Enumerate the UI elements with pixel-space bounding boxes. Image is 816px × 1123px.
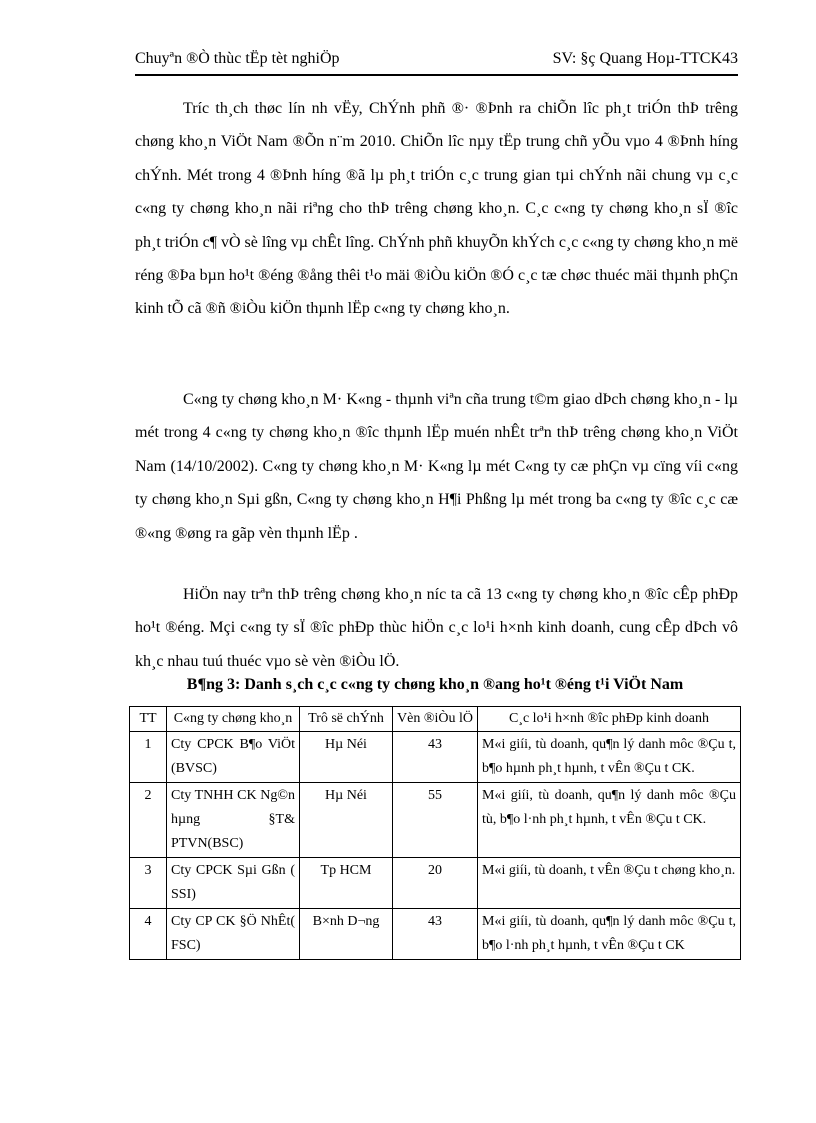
cell-capital: 55 [393, 783, 478, 858]
cell-company: Cty TNHH CK Ng©n hµng §T& PTVN(BSC) [167, 783, 300, 858]
cell-tt: 1 [130, 732, 167, 783]
student-name: SV: §ç Quang Hoµ-TTCK43 [552, 50, 738, 67]
cell-capital: 20 [393, 858, 478, 909]
securities-companies-table [129, 706, 741, 960]
page-header [135, 48, 738, 76]
paragraph: Tríc th¸ch thøc lín nh vËy, ChÝnh phñ ®· ®Þnh ra chiÕn lîc ph¸t triÓn thÞ trêng chøng kho¸n ViÖt Nam ®Õn n¨m 2010. ChiÕn lîc nµy tËp trung chñ yÕu vµo 4 ®Þnh híng chÝnh. Mét trong 4 ®Þnh híng ®ã lµ ph¸t triÓn c¸c trung gian tµi chÝnh nãi chung vµ c¸c c«ng ty chøng kho¸n nãi riªng cho thÞ trêng chøng kho¸n. C¸c c«ng ty chøng kho¸n sÏ ®îc ph¸t triÓn c¶ vÒ sè lîng vµ chÊt lîng. ChÝnh phñ khuyÕn khÝch c¸c c«ng ty chøng kho¸n më réng ®Þa bµn ho¹t ®éng ®ång thêi t¹o mäi ®iÒu kiÖn ®Ó c¸c tæ chøc thuéc mäi thµnh phÇn kinh tÕ cã ®ñ ®iÒu kiÖn thµnh lËp c«ng ty chøng kho¸n. [135, 100, 738, 318]
cell-headquarters: Hµ Néi [300, 732, 393, 783]
body-paragraph-2 [135, 383, 738, 550]
cell-tt: 3 [130, 858, 167, 909]
table-caption: B¶ng 3: Danh s¸ch c¸c c«ng ty chøng kho¸n ®ang ho¹t ®éng t¹i ViÖt Nam [186, 676, 684, 693]
cell-company: Cty CP CK §Ö NhÊt( FSC) [167, 909, 300, 960]
cell-headquarters: Tp HCM [300, 858, 393, 909]
col-header-capital: Vèn ®iÒu lÖ [393, 707, 478, 732]
cell-capital: 43 [393, 909, 478, 960]
cell-tt: 2 [130, 783, 167, 858]
body-paragraph-1 [135, 92, 738, 326]
table-row [130, 783, 741, 858]
col-header-company: C«ng ty chøng kho¸n [167, 707, 300, 732]
cell-company: Cty CPCK B¶o ViÖt (BVSC) [167, 732, 300, 783]
table-header-row [130, 707, 741, 732]
cell-services: M«i giíi, tù doanh, qu¶n lý danh môc ®Çu tù, b¶o l·nh ph¸t hµnh, t vÊn ®Çu t CK. [478, 783, 741, 858]
table-row [130, 732, 741, 783]
cell-services: M«i giíi, tù doanh, qu¶n lý danh môc ®Çu t, b¶o l·nh ph¸t hµnh, t vÊn ®Çu t CK [478, 909, 741, 960]
cell-headquarters: Hµ Néi [300, 783, 393, 858]
table-row [130, 858, 741, 909]
thesis-title: Chuyªn ®Ò thùc tËp tèt nghiÖp [135, 50, 340, 67]
body-paragraph-3 [135, 578, 738, 678]
cell-services: M«i giíi, tù doanh, t vÊn ®Çu t chøng kho¸n. [478, 858, 741, 909]
col-header-services: C¸c lo¹i h×nh ®îc phÐp kinh doanh [478, 707, 741, 732]
cell-services: M«i giíi, tù doanh, qu¶n lý danh môc ®Çu t, b¶o hµnh ph¸t hµnh, t vÊn ®Çu t CK. [478, 732, 741, 783]
col-header-tt: TT [130, 707, 167, 732]
table-row [130, 909, 741, 960]
col-header-headquarters: Trô së chÝnh [300, 707, 393, 732]
cell-tt: 4 [130, 909, 167, 960]
paragraph: HiÖn nay trªn thÞ trêng chøng kho¸n níc ta cã 13 c«ng ty chøng kho¸n ®îc cÊp phÐp ho¹t ®éng. Mçi c«ng ty sÏ ®îc phÐp thùc hiÖn c¸c lo¹i h×nh kinh doanh, cung cÊp dÞch vô kh¸c nhau tuú thuéc vµo sè vèn ®iÒu lÖ. [135, 586, 738, 670]
cell-capital: 43 [393, 732, 478, 783]
paragraph: C«ng ty chøng kho¸n M· K«ng - thµnh viªn cña trung t©m giao dÞch chøng kho¸n - lµ mét trong 4 c«ng ty chøng kho¸n ®îc thµnh lËp muén nhÊt trªn thÞ trêng chøng kho¸n ViÖt Nam (14/10/2002). C«ng ty chøng kho¸n M· K«ng lµ mét C«ng ty cæ phÇn vµ cïng víi c«ng ty chøng kho¸n Sµi gßn, C«ng ty chøng kho¸n H¶i Phßng lµ mét trong ba c«ng ty ®îc c¸c cæ ®«ng ®øng ra gãp vèn thµnh lËp . [135, 391, 738, 542]
cell-headquarters: B×nh D¬ng [300, 909, 393, 960]
cell-company: Cty CPCK Sµi Gßn ( SSI) [167, 858, 300, 909]
